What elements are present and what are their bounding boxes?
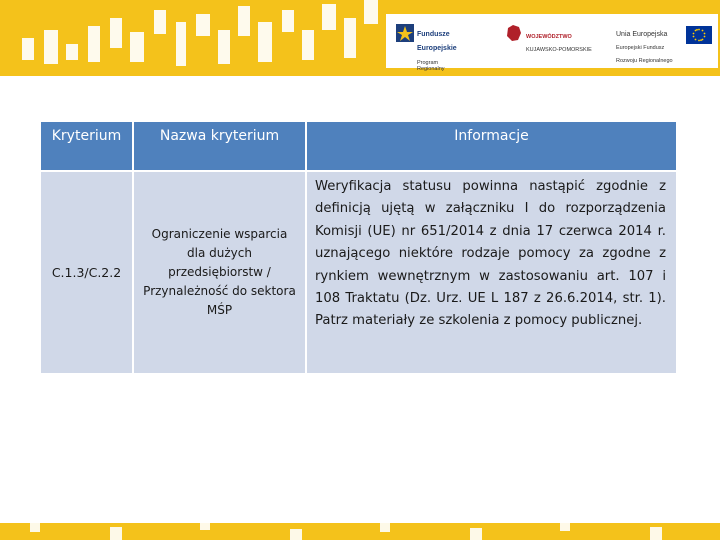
- criterion-name-cell: [134, 172, 305, 373]
- information-cell: [307, 172, 676, 373]
- header-cell-nazwa: [134, 122, 305, 170]
- logo-strip: [386, 14, 718, 72]
- region-line2: KUJAWSKO-POMORSKIE: [526, 46, 592, 53]
- header-label-nazwa: Nazwa kryterium: [159, 128, 280, 144]
- fundusze-europejskie-logo: [396, 22, 466, 72]
- criterion-code: C.1.3/C.2.2: [51, 265, 122, 280]
- fe-line3: Program Regionalny: [417, 59, 445, 72]
- header-band: [0, 0, 720, 76]
- eu-line2: Europejski Fundusz: [616, 45, 665, 51]
- bottom-decorative-band: [0, 523, 720, 540]
- fe-line2: Europejskie: [417, 45, 457, 52]
- header-cell-informacje: [307, 122, 676, 170]
- region-line1: WOJEWÓDZTWO: [526, 33, 572, 40]
- criterion-cell: [41, 172, 132, 373]
- region-logo: [506, 22, 596, 62]
- eu-line1: Unia Europejska: [616, 30, 668, 38]
- eu-flag-icon: [686, 26, 712, 44]
- eu-line3: Rozwoju Regionalnego: [616, 58, 673, 64]
- fe-line1: Fundusze: [417, 30, 450, 38]
- eu-logo: [616, 22, 716, 62]
- fe-star-icon: [396, 24, 414, 42]
- information-text: Weryfikacja statusu powinna nastąpić zgodnie z definicją ujętą w załączniku I do rozporządzenia Komisji (UE) nr 651/2014 z dnia 17 czerwca 2014 r. uznającego niektóre rodzaje pomocy za zgodne z rynkiem wewnętrznym w zastosowaniu art. 107 i 108 Traktatu (Dz. Urz. UE L 187 z 26.6.2014, str. 1). Patrz materiały ze szkolenia z pomocy publicznej.: [315, 179, 666, 329]
- header-cell-kryterium: [41, 122, 132, 170]
- decorative-blocks-graphic: [0, 0, 390, 76]
- header-label-kryterium: Kryterium: [51, 128, 122, 144]
- criterion-name: Ograniczenie wsparcia dla dużych przedsiębiorstw / Przynależność do sektora MŚP: [143, 227, 296, 317]
- header-label-informacje: Informacje: [454, 128, 529, 144]
- region-map-icon: [506, 24, 522, 42]
